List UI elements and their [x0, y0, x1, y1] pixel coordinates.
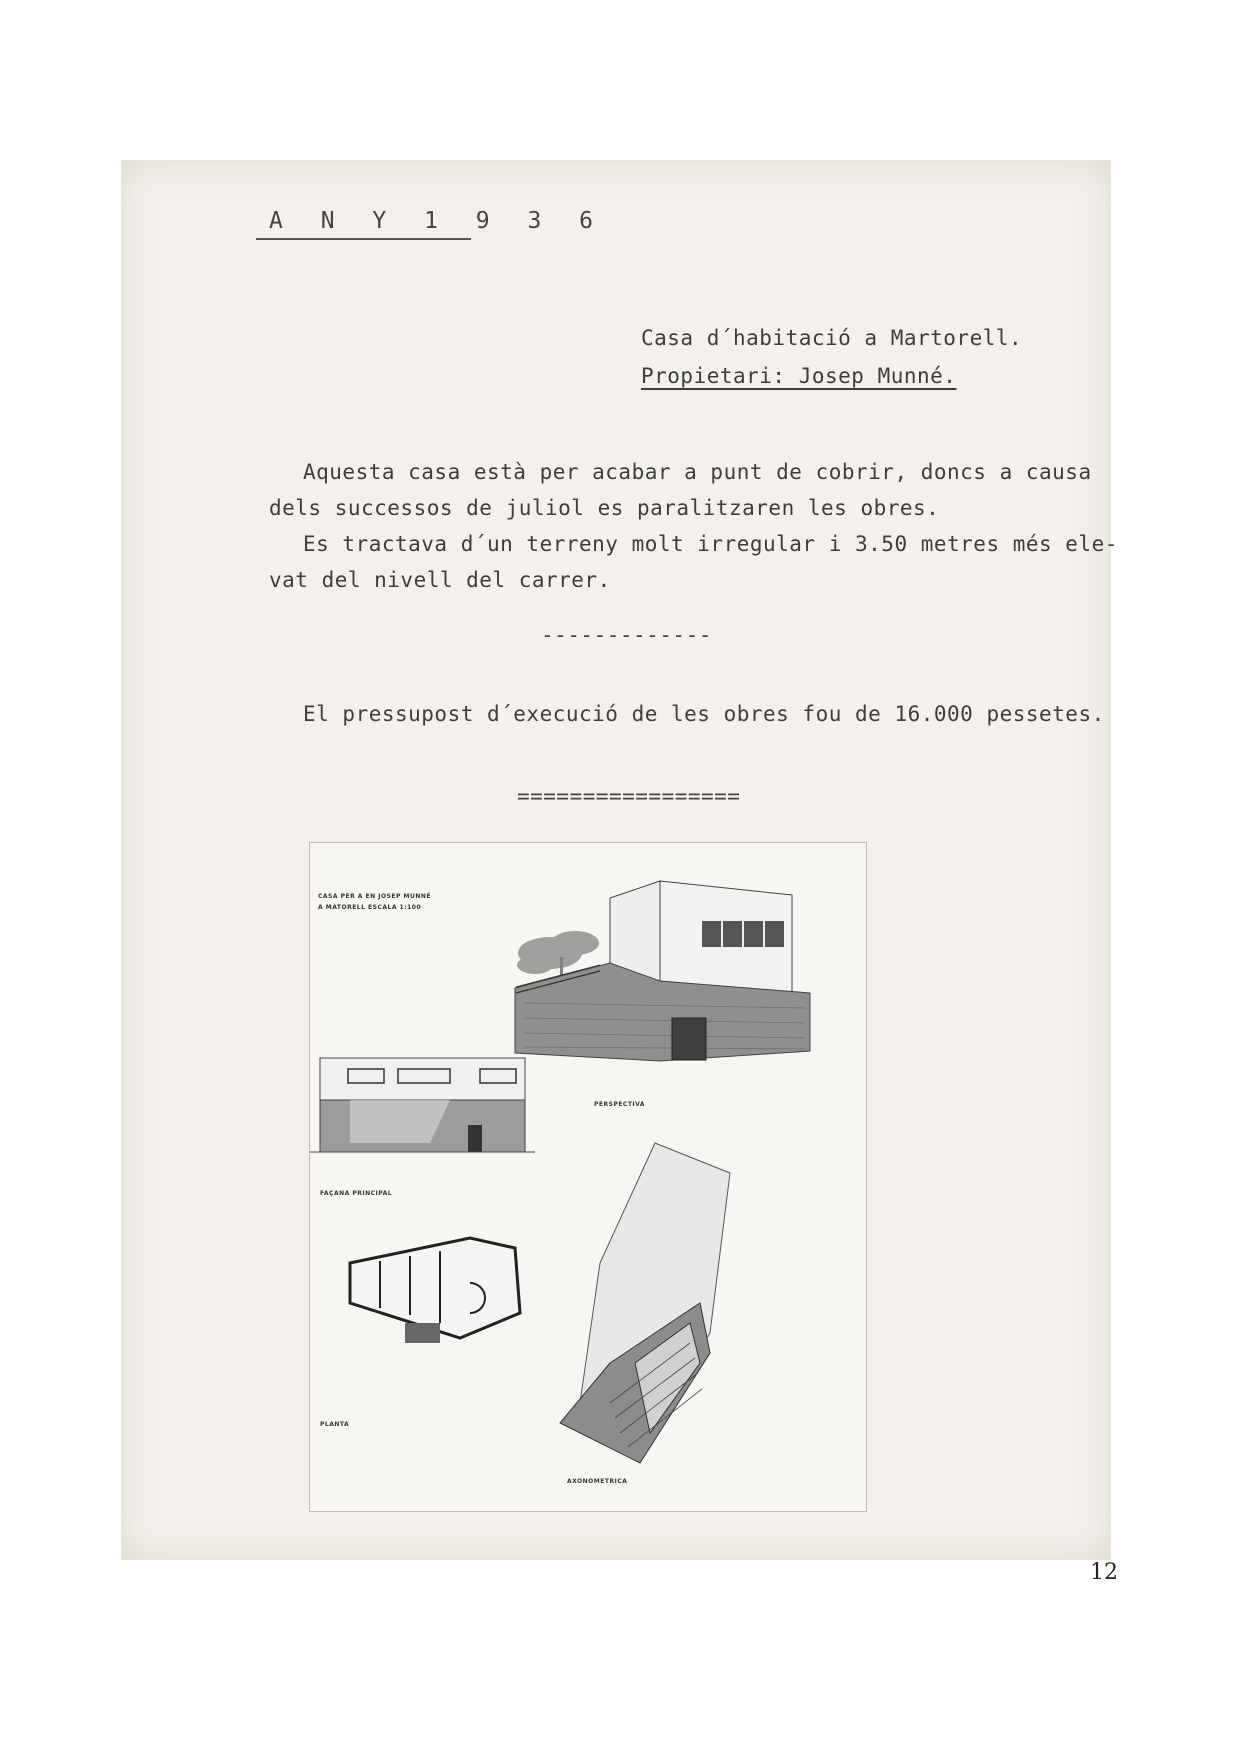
plate-title-line-1: CASA PER A EN JOSEP MUNNÉ — [318, 893, 431, 900]
label-plan: PLANTA — [320, 1421, 350, 1428]
budget-line: El pressupost d´execució de les obres fou de 16.000 pessetes. — [303, 702, 1105, 726]
label-axonometric: AXONOMETRICA — [567, 1478, 628, 1485]
architectural-drawing-plate — [309, 842, 867, 1512]
floor-plan — [350, 1238, 520, 1343]
body-line-3: Es tractava d´un terreny molt irregular i 3.50 metres més ele- — [303, 532, 1118, 556]
separator-double: ================= — [517, 784, 741, 808]
axonometric-view — [560, 1143, 730, 1463]
document-page — [121, 160, 1118, 1560]
separator-short: ------------- — [541, 623, 712, 647]
label-facade: FAÇANA PRINCIPAL — [320, 1190, 393, 1197]
body-line-4: vat del nivell del carrer. — [269, 568, 611, 592]
year-heading: A N Y 1 9 3 6 — [269, 208, 606, 234]
perspective-garage-door — [672, 1018, 706, 1060]
page-number: 12 — [1090, 1560, 1118, 1585]
project-owner: Propietari: Josep Munné. — [641, 364, 957, 388]
facade-elevation — [310, 1058, 535, 1152]
year-underline — [256, 238, 471, 240]
drawing-illustration — [310, 843, 866, 1511]
label-perspective: PERSPECTIVA — [594, 1101, 646, 1108]
body-line-1: Aquesta casa està per acabar a punt de cobrir, doncs a causa — [303, 460, 1092, 484]
plate-title-line-2: A MATORELL ESCALA 1:100 — [318, 904, 422, 911]
project-title: Casa d´habitació a Martorell. — [641, 326, 1023, 350]
body-line-2: dels successos de juliol es paralitzaren les obres. — [269, 496, 940, 520]
